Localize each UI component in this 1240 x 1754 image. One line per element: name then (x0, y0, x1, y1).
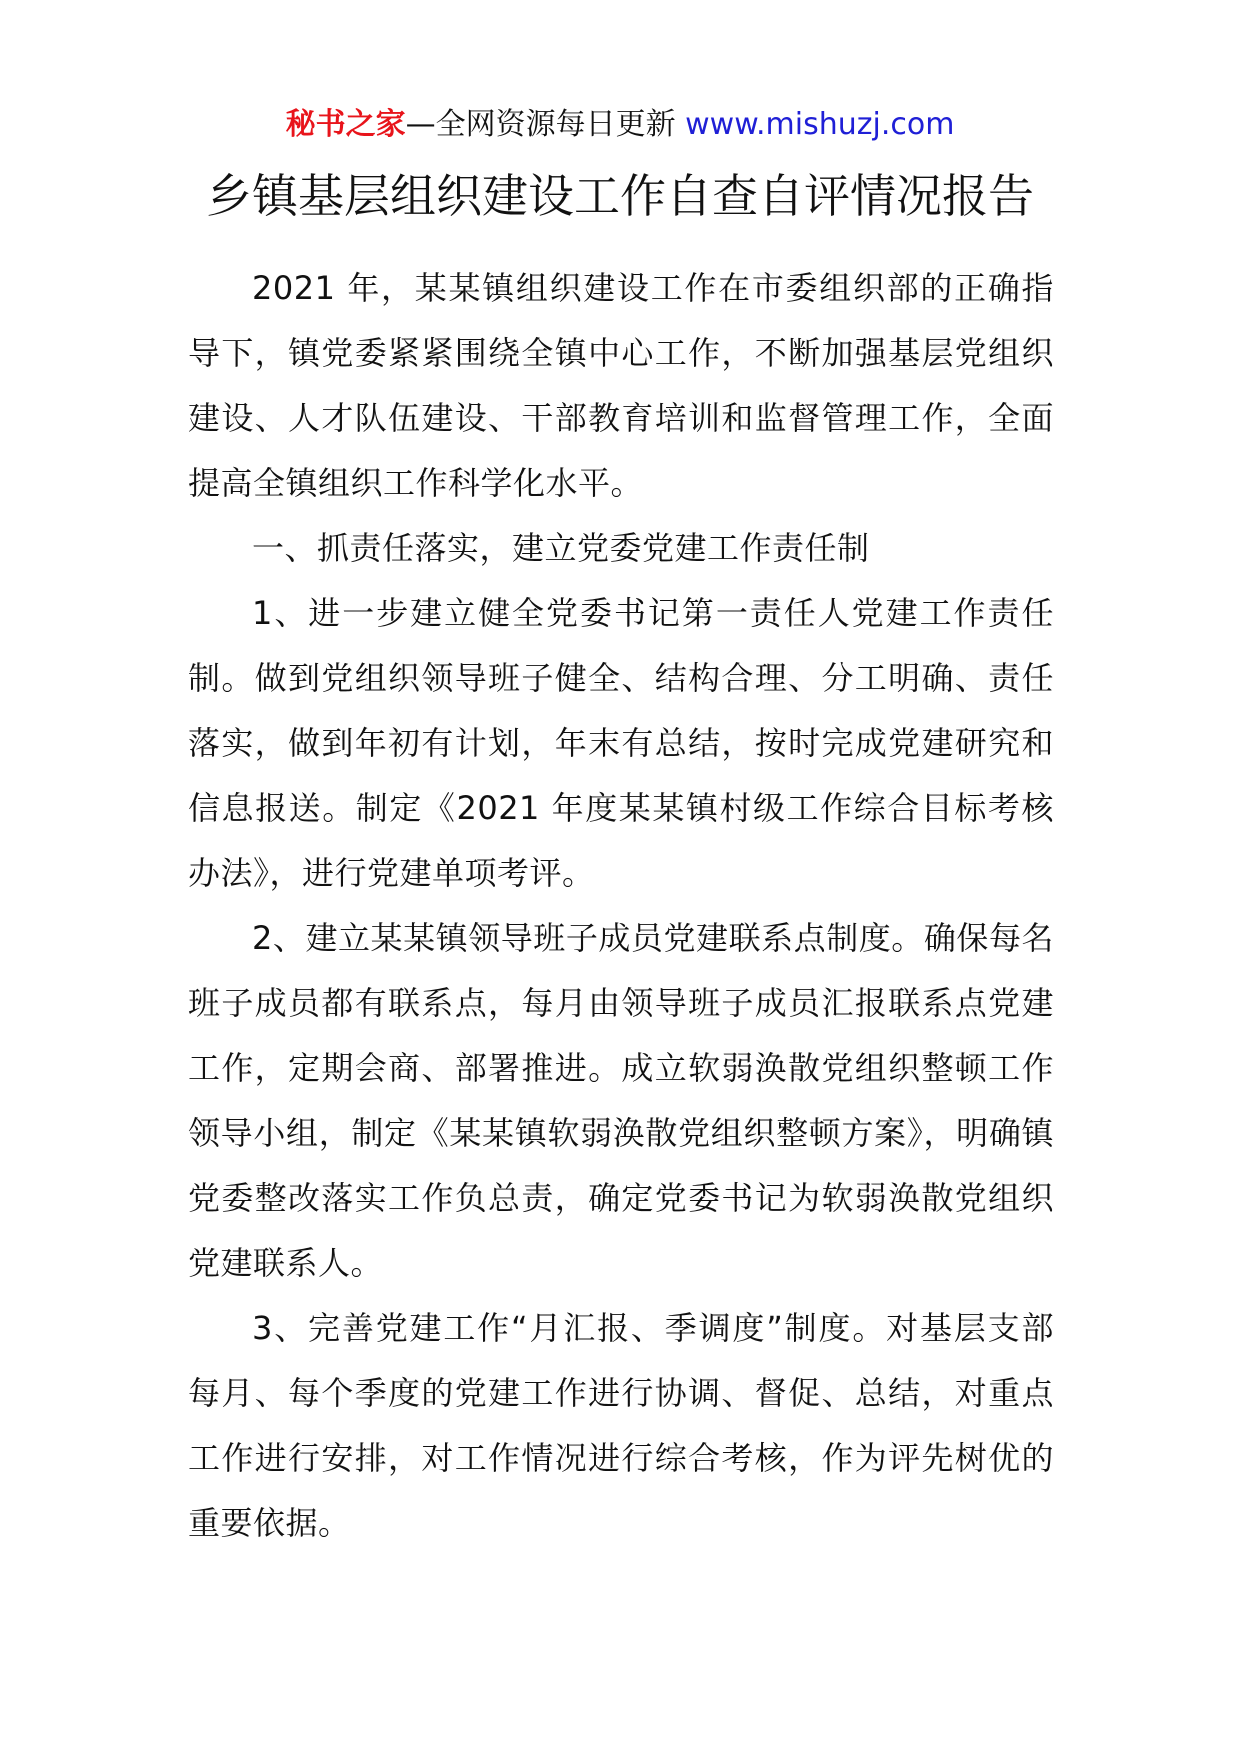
document-title: 乡镇基层组织建设工作自查自评情况报告 (206, 169, 1034, 223)
site-header (0, 103, 1240, 147)
brand-name: 秘书之家 (285, 107, 406, 142)
item-paragraph-2: 2、建立某某镇领导班子成员党建联系点制度。确保每名班子成员都有联系点，每月由领导班子成员汇报联系点党建工作，定期会商、部署推进。成立软弱涣散党组织整顿工作领导小组，制定《某某镇软弱涣散党组织整顿方案》，明确镇党委整改落实工作负总责，确定党委书记为软弱涣散党组织党建联系人。 (188, 919, 1054, 1282)
section-heading-1: 一、抓责任落实，建立党委党建工作责任制 (252, 529, 870, 567)
site-url-link[interactable]: www.mishuzj.com (685, 107, 955, 142)
document-body (188, 256, 1054, 1556)
intro-paragraph: 2021 年，某某镇组织建设工作在市委组织部的正确指导下，镇党委紧紧围绕全镇中心工作，不断加强基层党组织建设、人才队伍建设、干部教育培训和监督管理工作，全面提高全镇组织工作科学化水平。 (188, 269, 1054, 502)
item-paragraph-3: 3、完善党建工作“月汇报、季调度”制度。对基层支部每月、每个季度的党建工作进行协调、督促、总结，对重点工作进行安排，对工作情况进行综合考核，作为评先树优的重要依据。 (188, 1309, 1054, 1542)
header-tagline: —全网资源每日更新 (405, 107, 676, 142)
item-paragraph-1: 1、进一步建立健全党委书记第一责任人党建工作责任制。做到党组织领导班子健全、结构合理、分工明确、责任落实，做到年初有计划，年末有总结，按时完成党建研究和信息报送。制定《2021 年度某某镇村级工作综合目标考核办法》，进行党建单项考评。 (188, 594, 1054, 892)
